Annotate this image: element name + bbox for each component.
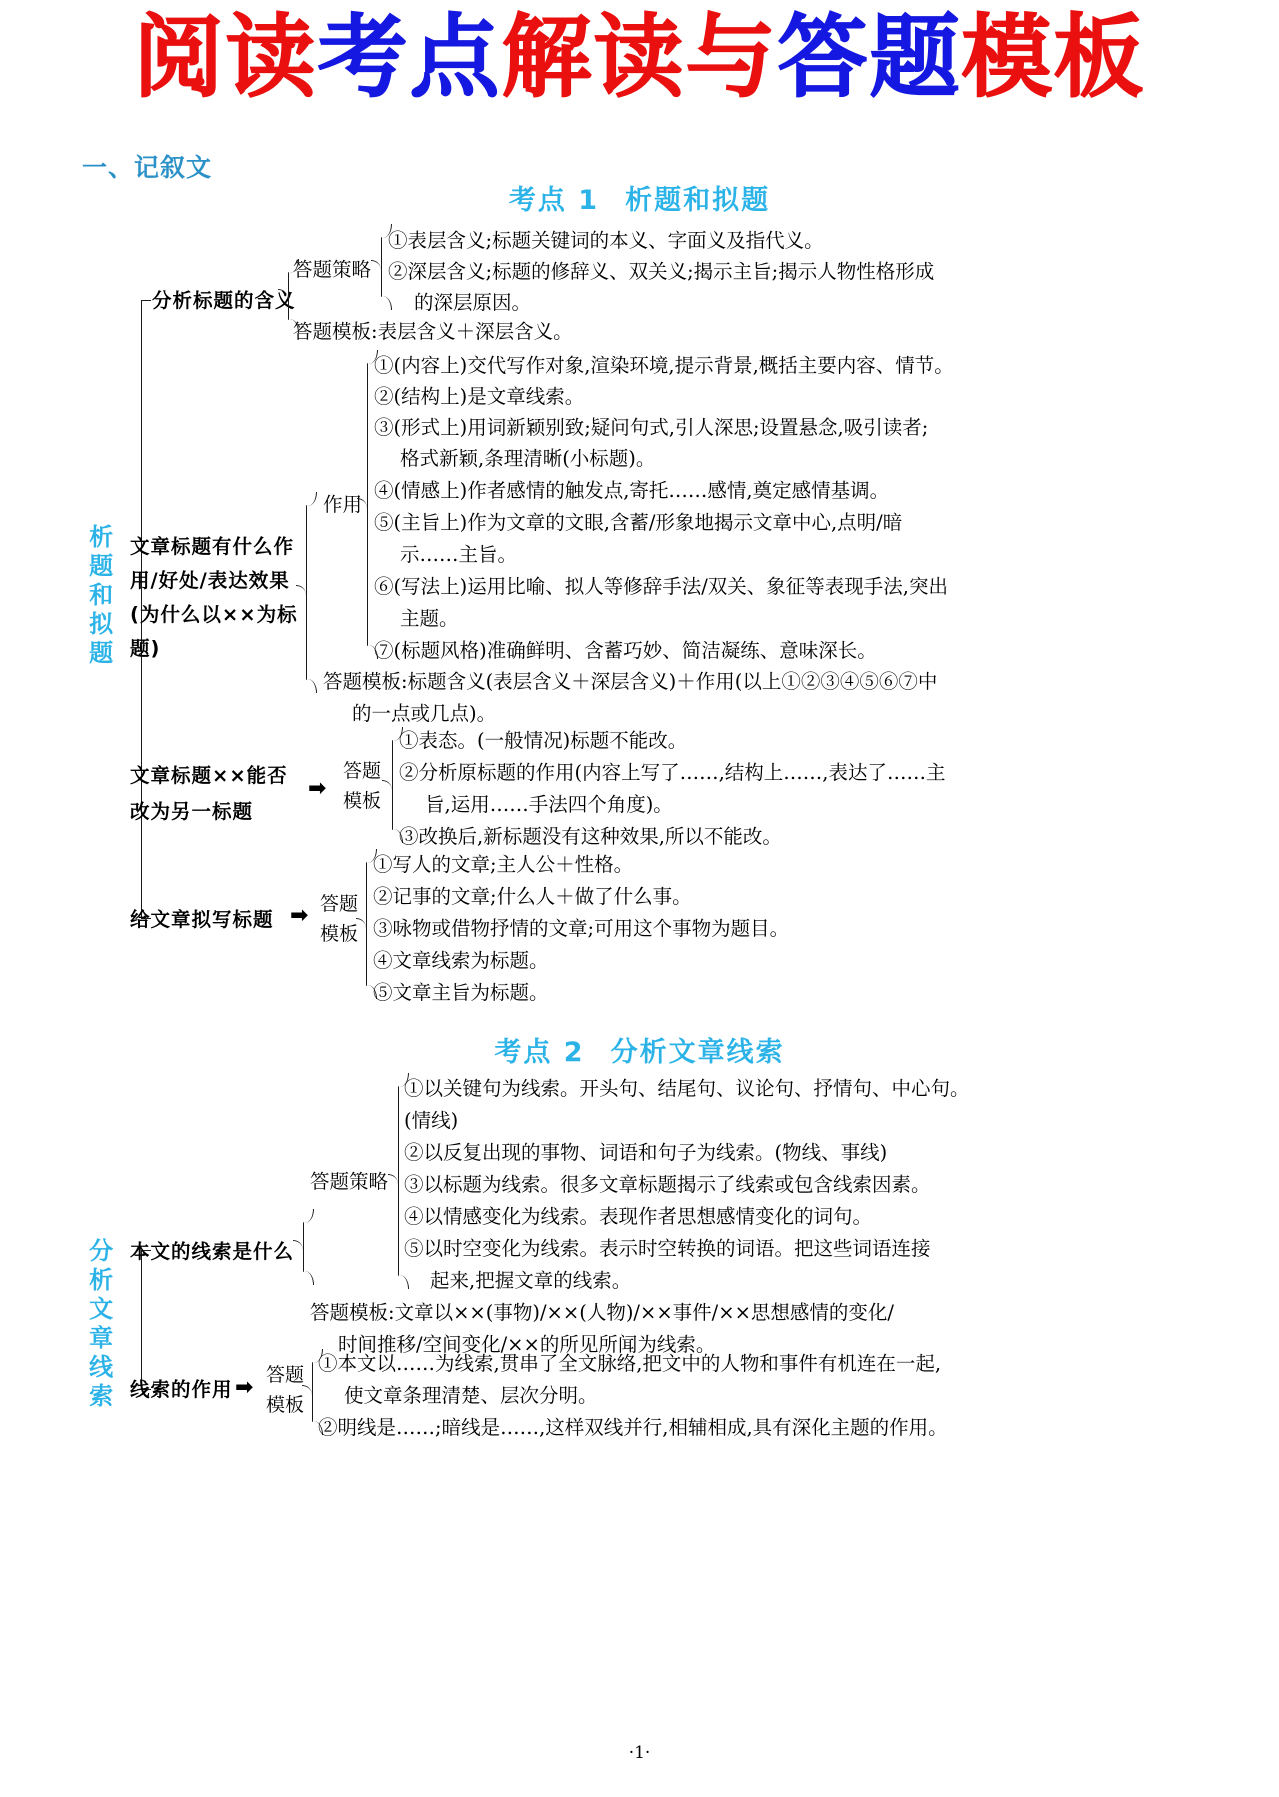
section-label-narrative: 一、记叙文	[82, 153, 213, 182]
function-b-item-5: ⑤(主旨上)作为文章的文眼,含蓄/形象地揭示文章中心,点明/暗	[374, 511, 903, 534]
template-b-line1: 答题模板:标题含义(表层含义＋深层含义)＋作用(以上①②③④⑤⑥⑦中	[323, 670, 938, 693]
title-char-11: 板	[1053, 5, 1146, 110]
brace-clue-function	[312, 1362, 313, 1422]
function-b-item-2: ②(结构上)是文章线索。	[374, 385, 585, 408]
topic-write-title: 给文章拟写标题	[130, 908, 274, 931]
function-b-item-1: ①(内容上)交代写作对象,渲染环境,提示背景,概括主要内容、情节。	[374, 354, 954, 377]
write-item-2: ②记事的文章;什么人＋做了什么事。	[373, 885, 692, 908]
kaodian-2-number: 考点 2	[494, 1037, 585, 1068]
write-item-5: ⑤文章主旨为标题。	[373, 981, 549, 1004]
label-strategy-a: 答题策略	[293, 258, 372, 281]
title-char-2: 读	[225, 5, 318, 110]
label-function-b: 作用	[323, 493, 363, 516]
change-item-3: ③改换后,新标题没有这种效果,所以不能改。	[399, 825, 782, 848]
brace-change-title	[392, 740, 393, 830]
kaodian-1-name: 析题和拟题	[625, 185, 771, 216]
page-number: ·1·	[628, 1743, 651, 1763]
vertical-label-kaodian-1: 析题和拟题	[84, 524, 113, 669]
change-item-2: ②分析原标题的作用(内容上写了……,结构上……,表达了……主	[399, 761, 946, 784]
brace-label-clue-line1: 答题	[266, 1364, 305, 1386]
kaodian-1-header	[0, 178, 1279, 217]
write-item-4: ④文章线索为标题。	[373, 949, 549, 972]
brace-label-write-line2: 模板	[320, 923, 359, 945]
title-char-5: 解	[501, 5, 594, 110]
arrow-change-title: ➡	[308, 776, 327, 801]
topic-change-title-line1: 文章标题××能否	[130, 764, 288, 787]
clue-item-2: ②以反复出现的事物、词语和句子为线索。(物线、事线)	[404, 1141, 888, 1164]
label-strategy-e: 答题策略	[310, 1170, 389, 1193]
title-char-7: 与	[685, 5, 778, 110]
brace-function-b	[367, 363, 368, 646]
write-item-1: ①写人的文章;主人公＋性格。	[373, 853, 634, 876]
template-b-line2: 的一点或几点)。	[352, 702, 497, 725]
page-title	[0, 5, 1279, 110]
clue-func-item-2: ②明线是……;暗线是……,这样双线并行,相辅相成,具有深化主题的作用。	[318, 1416, 948, 1439]
clue-item-5b: 起来,把握文章的线索。	[430, 1269, 632, 1292]
title-char-9: 题	[869, 5, 962, 110]
topic-title-function-line4: 题)	[130, 637, 161, 660]
strategy-a-item-3: 的深层原因。	[414, 291, 532, 314]
brace-label-change-line1: 答题	[343, 760, 382, 782]
topic-title-function-line1: 文章标题有什么作	[130, 535, 295, 558]
function-b-item-3: ③(形式上)用词新颖别致;疑问句式,引人深思;设置悬念,吸引读者;	[374, 416, 929, 439]
kaodian-2-header	[0, 1030, 1279, 1069]
brace-strategy-e	[398, 1086, 399, 1276]
function-b-item-4: ④(情感上)作者感情的触发点,寄托……感情,奠定感情基调。	[374, 479, 890, 502]
clue-item-5: ⑤以时空变化为线索。表示时空转换的词语。把这些词语连接	[404, 1237, 931, 1260]
title-char-1: 阅	[133, 5, 226, 110]
template-a: 答题模板:表层含义＋深层含义。	[293, 320, 573, 343]
brace-write-title	[366, 862, 367, 986]
arrow-clue-function: ➡	[235, 1375, 254, 1400]
topic-what-is-clue: 本文的线索是什么	[130, 1240, 295, 1263]
clue-item-1: ①以关键句为线索。开头句、结尾句、议论句、抒情句、中心句。	[404, 1077, 970, 1100]
topic-title-function-line2: 用/好处/表达效果	[130, 569, 290, 592]
title-char-4: 点	[409, 5, 502, 110]
arrow-write-title: ➡	[290, 903, 309, 928]
function-b-item-3b: 格式新颖,条理清晰(小标题)。	[400, 447, 656, 470]
brace-block-e	[303, 1222, 304, 1272]
title-char-3: 考	[317, 5, 410, 110]
change-item-1: ①表态。(一般情况)标题不能改。	[399, 729, 688, 752]
change-item-2b: 旨,运用……手法四个角度)。	[425, 793, 673, 816]
function-b-item-5b: 示……主旨。	[400, 543, 518, 566]
brace-label-clue-line2: 模板	[266, 1394, 305, 1416]
spine-top-hook-1	[141, 300, 151, 301]
brace-label-write-line1: 答题	[320, 893, 359, 915]
topic-change-title-line2: 改为另一标题	[130, 800, 254, 823]
kaodian-2-name: 分析文章线索	[610, 1037, 785, 1068]
title-char-6: 读	[593, 5, 686, 110]
topic-title-function-line3: (为什么以××为标	[130, 603, 298, 626]
brace-label-change-line2: 模板	[343, 790, 382, 812]
template-e-line1: 答题模板:文章以××(事物)/××(人物)/××事件/××思想感情的变化/	[310, 1301, 894, 1324]
function-b-item-6: ⑥(写法上)运用比喻、拟人等修辞手法/双关、象征等表现手法,突出	[374, 575, 948, 598]
topic-analyze-title-meaning: 分析标题的含义	[152, 289, 296, 312]
clue-func-item-1: ①本文以……为线索,贯串了全文脉络,把文中的人物和事件有机连在一起,	[318, 1352, 942, 1375]
strategy-a-item-1: ①表层含义;标题关键词的本义、字面义及指代义。	[388, 229, 824, 252]
clue-item-4: ④以情感变化为线索。表现作者思想感情变化的词句。	[404, 1205, 873, 1228]
clue-item-3: ③以标题为线索。很多文章标题揭示了线索或包含线索因素。	[404, 1173, 931, 1196]
brace-block-a	[288, 272, 289, 320]
template-e-line2: 时间推移/空间变化/××的所见所闻为线索。	[338, 1333, 716, 1356]
strategy-a-item-2: ②深层含义;标题的修辞义、双关义;揭示主旨;揭示人物性格形成	[388, 260, 935, 283]
vertical-label-kaodian-2: 分析文章线索	[84, 1238, 113, 1412]
brace-strategy-a	[381, 237, 382, 297]
topic-clue-function: 线索的作用	[130, 1378, 233, 1401]
function-b-item-6b: 主题。	[400, 607, 459, 630]
function-b-item-7: ⑦(标题风格)准确鲜明、含蓄巧妙、简洁凝练、意味深长。	[374, 639, 877, 662]
title-char-10: 模	[961, 5, 1054, 110]
write-item-3: ③咏物或借物抒情的文章;可用这个事物为题目。	[373, 917, 790, 940]
title-char-8: 答	[777, 5, 870, 110]
kaodian-1-number: 考点 1	[508, 185, 600, 216]
clue-item-1b: (情线)	[404, 1109, 459, 1132]
spine-kaodian-2	[141, 1250, 142, 1389]
brace-block-b	[306, 505, 307, 680]
clue-func-item-1b: 使文章条理清楚、层次分明。	[344, 1384, 598, 1407]
